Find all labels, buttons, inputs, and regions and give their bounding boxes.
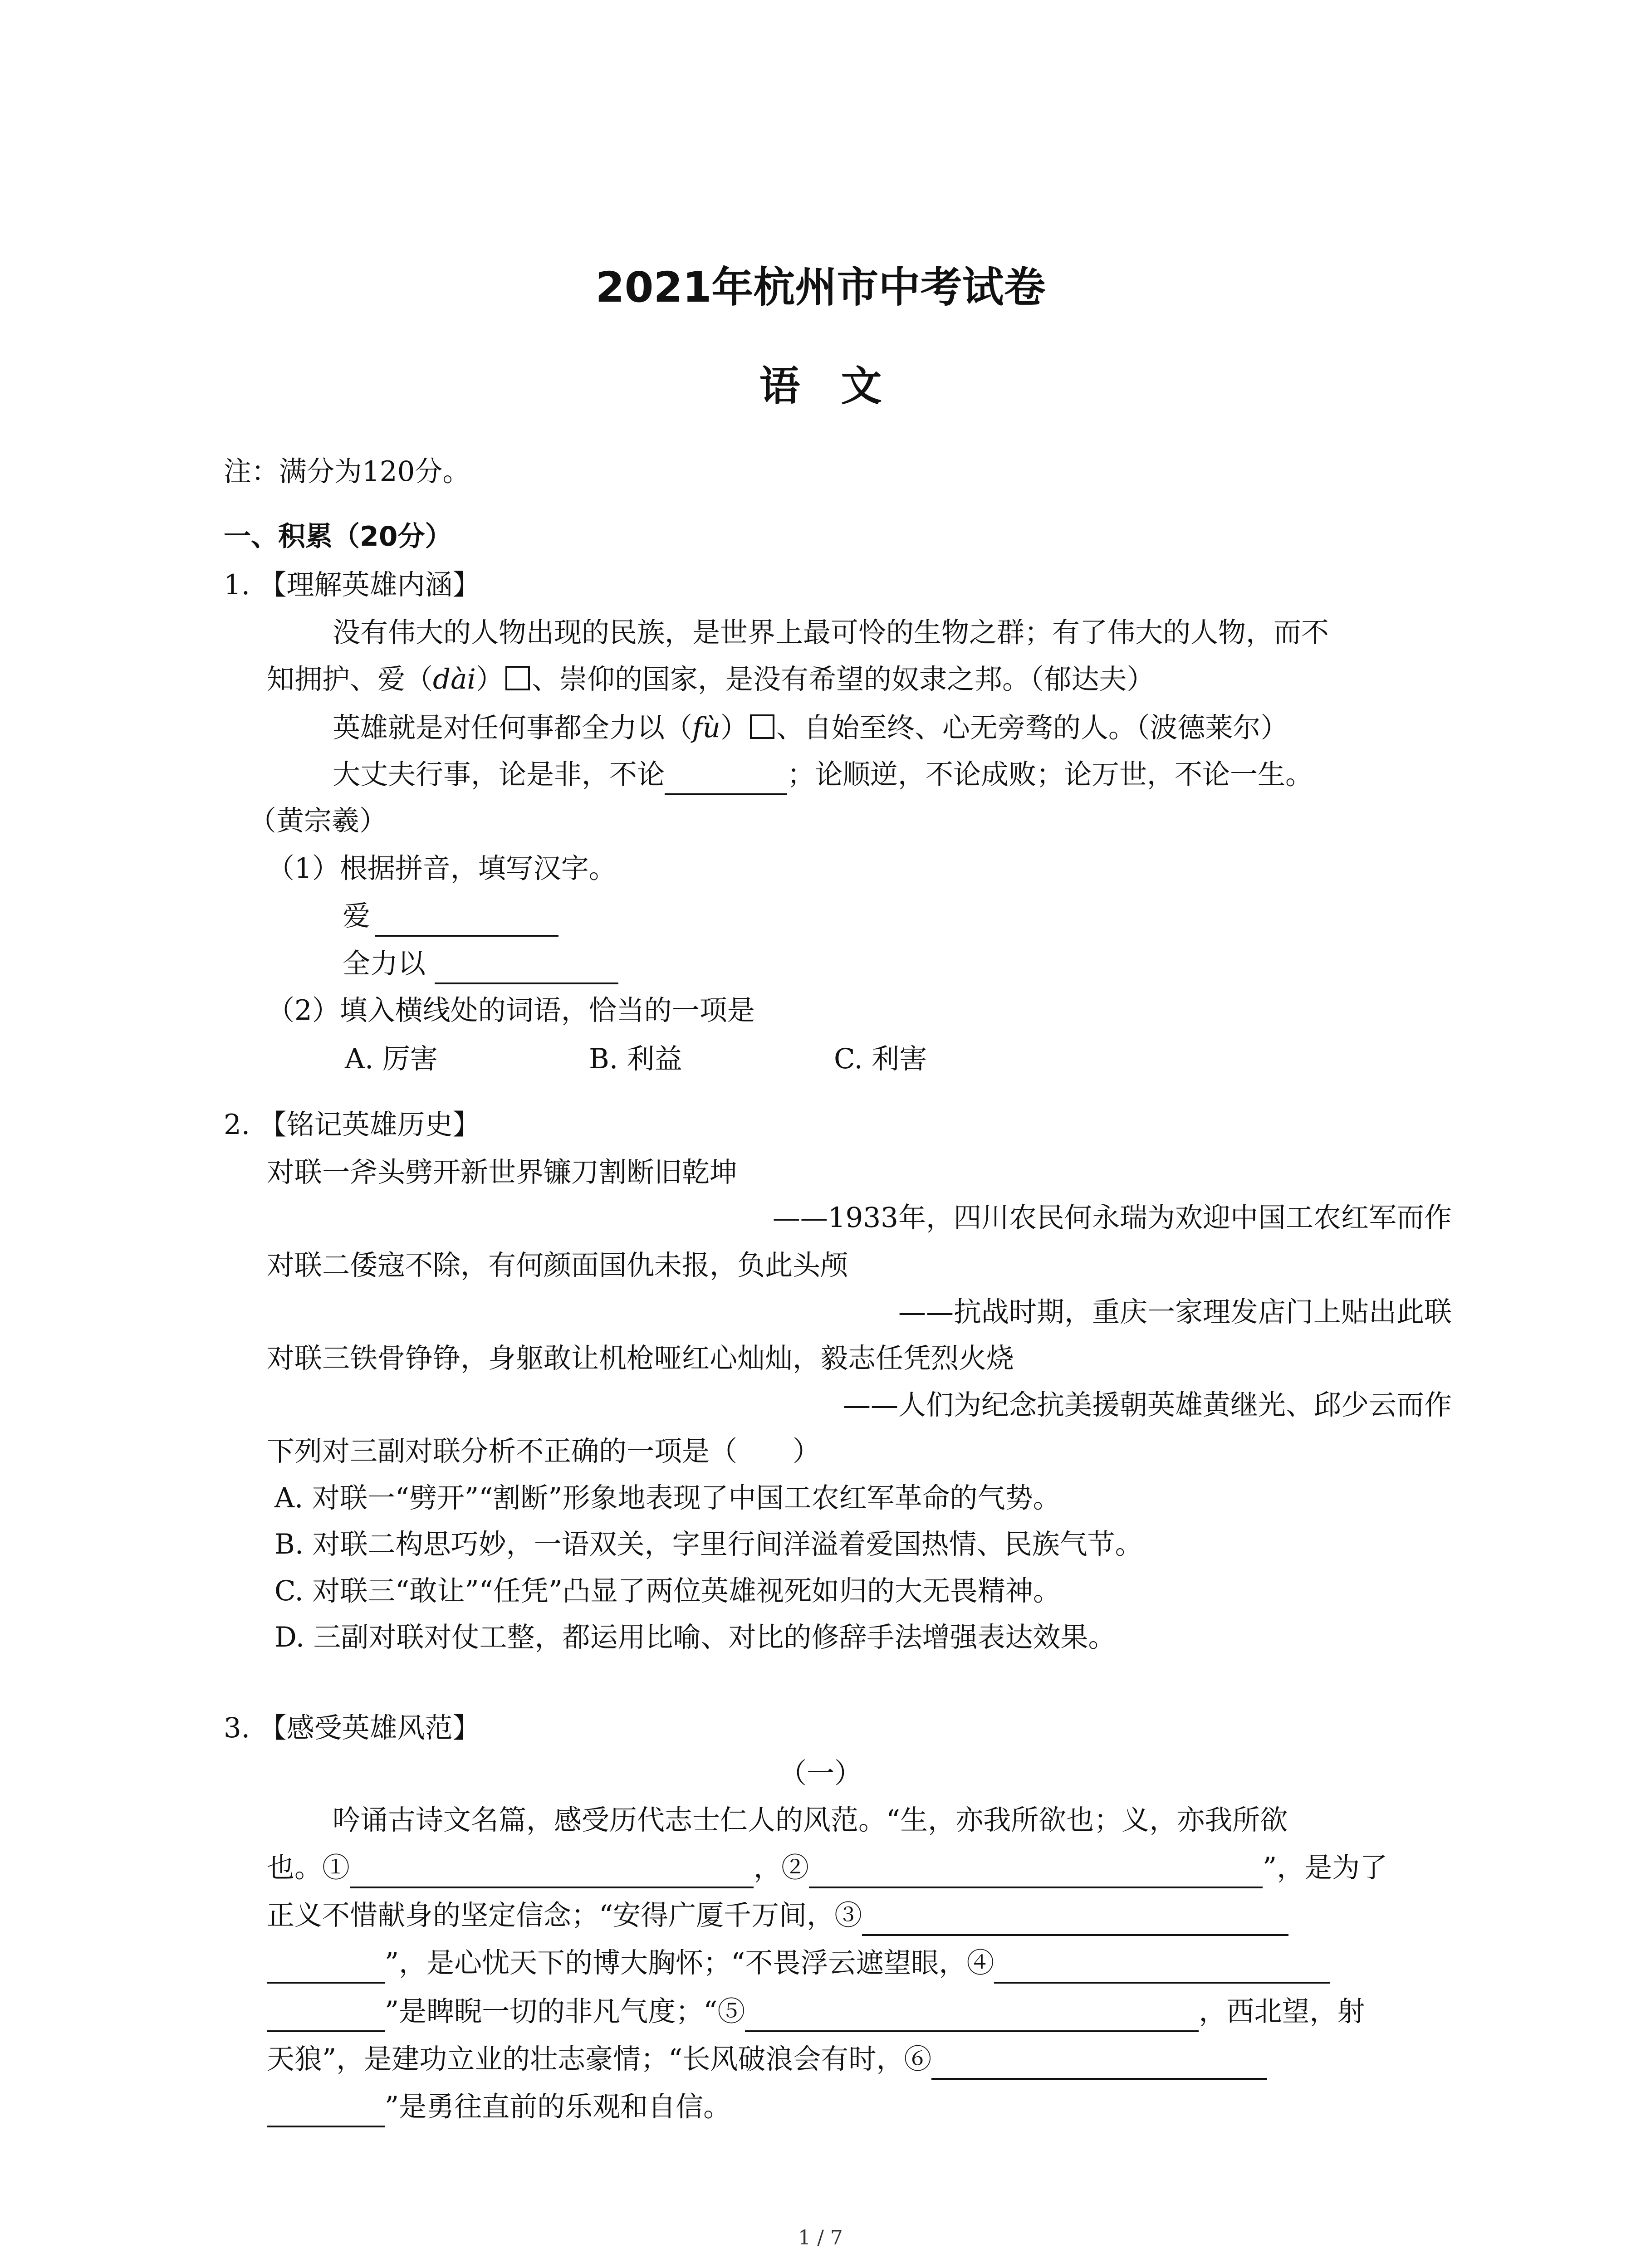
q1-paragraph2: 英雄就是对任何事都全力以（fù） 、自始至终、心无旁骛的人。（波德莱尔）: [333, 712, 1288, 744]
pinyin-fu: fù: [692, 712, 720, 744]
q3-line-6: 天狼”，是建功立业的壮志豪情；“长风破浪会有时，⑥: [267, 2039, 1267, 2080]
q1-fill-fu: 全力以: [343, 943, 618, 984]
couplet-2: 对联二倭寇不除，有何颜面国仇未报，负此头颅: [267, 1249, 848, 1281]
answer-blank-4-cont[interactable]: [267, 2003, 385, 2032]
q3-part-one: （一）: [779, 1757, 862, 1789]
answer-blank-ai[interactable]: [375, 908, 558, 937]
q1-label: 1. 【理解英雄内涵】: [224, 569, 480, 601]
couplet-1: 对联一斧头劈开新世界镰刀割断旧乾坤: [267, 1156, 738, 1188]
couplet-3-source: ——人们为纪念抗美援朝英雄黄继光、邱少云而作: [843, 1389, 1452, 1421]
q2-option-c[interactable]: C. 对联三“敢让”“任凭”凸显了两位英雄视死如归的大无畏精神。: [274, 1575, 1061, 1607]
answer-blank-6-cont[interactable]: [267, 2098, 385, 2127]
couplet-1-source: ——1933年，四川农民何永瑞为欢迎中国工农红军而作: [772, 1202, 1452, 1234]
q1-paragraph3: 大丈夫行事，论是非，不论 ；论顺逆，不论成败；论万世，不论一生。: [333, 754, 1313, 795]
answer-blank-4[interactable]: [994, 1955, 1330, 1984]
q3-line-3: 正义不惜献身的坚定信念；“安得广厦千万间，③: [267, 1895, 1288, 1936]
q1-subquestion-2: （2）填入横线处的词语，恰当的一项是: [267, 994, 755, 1026]
pinyin-dai: dài: [433, 663, 476, 695]
answer-blank-3-cont[interactable]: [267, 1955, 385, 1984]
q2-option-a[interactable]: A. 对联一“劈开”“割断”形象地表现了中国工农红军革命的气势。: [274, 1482, 1061, 1514]
q2-option-b[interactable]: B. 对联二构思巧妙，一语双关，字里行间洋溢着爱国热情、民族气节。: [274, 1528, 1143, 1560]
exam-title: 2021年杭州市中考试卷: [595, 263, 1046, 312]
answer-box-1[interactable]: [505, 666, 530, 690]
q1-option-b[interactable]: B. 利益: [589, 1043, 682, 1075]
q2-label: 2. 【铭记英雄历史】: [224, 1109, 480, 1141]
q3-line-5: ”是睥睨一切的非凡气度；“⑤ ，西北望，射: [267, 1991, 1365, 2032]
answer-blank-2[interactable]: [809, 1859, 1263, 1888]
q1-subquestion-1: （1）根据拼音，填写汉字。: [267, 852, 617, 885]
couplet-3: 对联三铁骨铮铮，身躯敢让机枪哑红心灿灿，毅志任凭烈火烧: [267, 1342, 1014, 1374]
answer-blank-3[interactable]: [862, 1907, 1288, 1936]
score-note: 注：满分为120分。: [224, 455, 470, 488]
answer-blank-fu[interactable]: [435, 955, 618, 984]
q3-line-1: 吟诵古诗文名篇，感受历代志士仁人的风范。“生，亦我所欲也；义，亦我所欲: [333, 1804, 1288, 1836]
q3-label: 3. 【感受英雄风范】: [224, 1712, 480, 1744]
q1-paragraph1-line1: 没有伟大的人物出现的民族，是世界上最可怜的生物之群；有了伟大的人物，而不: [333, 616, 1329, 649]
couplet-2-source: ——抗战时期，重庆一家理发店门上贴出此联: [898, 1296, 1452, 1328]
section-heading: 一、积累（20分）: [224, 521, 452, 552]
q2-option-d[interactable]: D. 三副对联对仗工整，都运用比喻、对比的修辞手法增强表达效果。: [274, 1621, 1116, 1653]
subject-title: 语 文: [759, 362, 882, 410]
q1-option-a[interactable]: A. 厉害: [345, 1043, 438, 1075]
answer-box-2[interactable]: [750, 714, 774, 739]
answer-blank-5[interactable]: [745, 2003, 1199, 2032]
answer-blank-1[interactable]: [350, 1859, 754, 1888]
q3-line-2: 也。① ，② ”，是为了: [267, 1848, 1387, 1888]
q3-line-7: ”是勇往直前的乐观和自信。: [267, 2087, 731, 2127]
q2-question: 下列对三副对联分析不正确的一项是（ ）: [267, 1435, 821, 1467]
q1-paragraph1-line2: 知拥护、爱（dài） 、崇仰的国家，是没有希望的奴隶之邦。（郁达夫）: [267, 663, 1155, 695]
q1-fill-ai: 爱: [343, 896, 558, 937]
blank-line[interactable]: [665, 766, 787, 795]
q1-paragraph3-source: （黄宗羲）: [249, 805, 387, 837]
q3-line-4: ”，是心忧天下的博大胸怀；“不畏浮云遮望眼，④: [267, 1943, 1330, 1984]
page-number: 1 / 7: [798, 2226, 843, 2249]
q1-option-c[interactable]: C. 利害: [834, 1043, 927, 1075]
answer-blank-6[interactable]: [931, 2051, 1267, 2080]
